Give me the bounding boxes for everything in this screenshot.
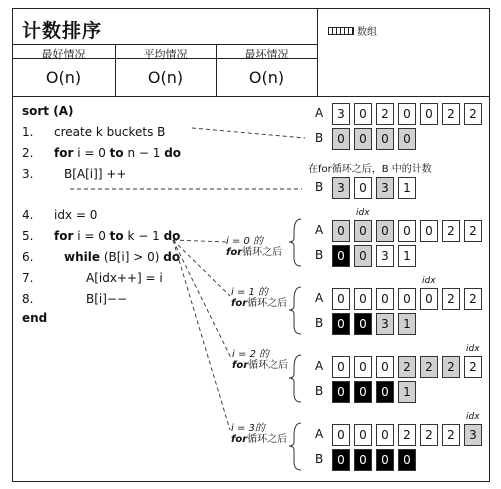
counted-bucket-b-cell: 3	[332, 177, 350, 199]
iteration-array-a-cell: 0	[354, 356, 372, 378]
page-title: 计数排序	[22, 20, 103, 42]
iteration-array-a-cell: 2	[464, 288, 482, 310]
iteration-bucket-b-cell: 0	[332, 449, 350, 471]
code-text: n − 1	[123, 146, 165, 160]
initial-bucket-b-cell: 0	[398, 128, 416, 150]
iteration-var-text: i = 0 的	[226, 236, 264, 247]
iteration-var	[231, 423, 287, 434]
average-case-header: 平均情况	[143, 48, 188, 61]
iteration-bucket-b-label: B	[315, 452, 324, 466]
iteration-var-text: i = 3的	[231, 423, 265, 434]
initial-array-a-cell: 0	[354, 103, 372, 125]
initial-array-a-cell: 2	[376, 103, 394, 125]
iteration-array-a-cell: 2	[442, 220, 460, 242]
connector-line-1	[192, 128, 305, 138]
connector-line-iter2	[173, 240, 231, 358]
iteration-array-a-label: A	[315, 223, 324, 237]
idx-marker: idx	[422, 276, 436, 286]
iteration-array-a-cell: 2	[398, 424, 416, 446]
code-text: i = 0	[73, 146, 110, 160]
iteration-array-a-cell: 0	[420, 220, 438, 242]
iteration-array-a-cell: 0	[332, 424, 350, 446]
code-keyword: to	[109, 146, 124, 160]
iteration-note	[231, 423, 287, 445]
best-case-header: 最好情况	[41, 48, 86, 61]
iteration-array-a-cell: 0	[354, 220, 372, 242]
counted-bucket-b-label: B	[315, 180, 324, 194]
iteration-array-a-cell: 0	[354, 288, 372, 310]
after-for-note: 在for循环之后，B 中的计数	[308, 164, 432, 175]
iteration-array-a-cell: 2	[420, 424, 438, 446]
counted-bucket-b-cell: 3	[376, 177, 394, 199]
idx-marker: idx	[356, 208, 370, 218]
code-keyword: to	[109, 229, 124, 243]
iteration-suffix	[226, 247, 282, 258]
iteration-array-a-cell: 0	[398, 220, 416, 242]
iteration-var	[232, 349, 288, 360]
iteration-array-a-cell: 0	[376, 356, 394, 378]
best-case-value: O(n)	[45, 68, 82, 87]
iteration-bucket-b-cell: 3	[376, 245, 394, 267]
iteration-array-a-cell: 2	[398, 356, 416, 378]
iteration-suffix-text: 循环之后	[242, 247, 283, 258]
iteration-array-a-label: A	[315, 291, 324, 305]
code-keyword: for	[54, 229, 74, 243]
iteration-suffix	[231, 434, 287, 445]
initial-bucket-b-label: B	[315, 131, 324, 145]
iteration-note	[232, 349, 288, 371]
iteration-bucket-b-cell: 0	[354, 313, 372, 335]
initial-array-a-cell: 2	[464, 103, 482, 125]
iteration-bucket-b-cell: 0	[354, 381, 372, 403]
code-text: k − 1	[123, 229, 164, 243]
iteration-array-a-cell: 0	[376, 220, 394, 242]
initial-array-a-cell: 0	[398, 103, 416, 125]
idx-marker: idx	[466, 412, 480, 422]
brace-iter2	[289, 355, 301, 402]
iteration-bucket-b-label: B	[315, 384, 324, 398]
iteration-var	[231, 287, 287, 298]
worst-case-value: O(n)	[248, 68, 285, 87]
line-number: 3.	[22, 167, 34, 181]
initial-array-a-cell: 2	[442, 103, 460, 125]
code-keyword: for	[54, 146, 74, 160]
code-text: A[idx++] = i	[86, 271, 163, 285]
code-keyword: do	[163, 229, 181, 243]
initial-bucket-b-cell: 0	[332, 128, 350, 150]
counted-bucket-b-cell: 1	[398, 177, 416, 199]
for-keyword: for	[226, 247, 243, 258]
iteration-suffix-text: 循环之后	[247, 298, 288, 309]
connector-line-iter3	[173, 240, 230, 430]
line-number: 8.	[22, 292, 34, 306]
code-keyword: while	[64, 250, 100, 264]
iteration-suffix	[231, 298, 287, 309]
code-text: B[i]−−	[86, 292, 128, 306]
line-number: 5.	[22, 229, 34, 243]
iteration-array-a-label: A	[315, 427, 324, 441]
code-text: i = 0	[73, 229, 110, 243]
iteration-var	[226, 236, 282, 247]
end-keyword: end	[22, 311, 48, 325]
idx-marker: idx	[466, 344, 480, 354]
line-number: 6.	[22, 250, 34, 264]
for-keyword: for	[231, 434, 248, 445]
iteration-suffix-text: 循环之后	[247, 434, 288, 445]
iteration-bucket-b-cell: 1	[398, 313, 416, 335]
code-keyword: do	[164, 146, 182, 160]
line-number: 7.	[22, 271, 34, 285]
iteration-note	[226, 236, 282, 258]
counted-bucket-b-cell: 0	[354, 177, 372, 199]
code-text: B[A[i]] ++	[64, 167, 127, 181]
initial-array-a-cell: 3	[332, 103, 350, 125]
iteration-array-a-cell: 2	[464, 220, 482, 242]
iteration-array-a-cell: 0	[332, 288, 350, 310]
worst-case-header: 最坏情况	[244, 48, 289, 61]
iteration-array-a-cell: 0	[354, 424, 372, 446]
brace-iter3	[289, 423, 301, 470]
iteration-bucket-b-label: B	[315, 316, 324, 330]
iteration-array-a-cell: 0	[332, 356, 350, 378]
average-case-value: O(n)	[147, 68, 184, 87]
line-number: 2.	[22, 146, 34, 160]
iteration-note	[231, 287, 287, 309]
iteration-array-a-cell: 2	[442, 356, 460, 378]
initial-bucket-b-cell: 0	[354, 128, 372, 150]
iteration-array-a-cell: 0	[332, 220, 350, 242]
iteration-bucket-b-cell: 0	[354, 449, 372, 471]
iteration-bucket-b-cell: 0	[398, 449, 416, 471]
iteration-bucket-b-cell: 3	[376, 313, 394, 335]
iteration-array-a-label: A	[315, 359, 324, 373]
iteration-bucket-b-cell: 1	[398, 245, 416, 267]
iteration-bucket-b-cell: 0	[332, 381, 350, 403]
initial-array-a-cell: 0	[420, 103, 438, 125]
iteration-array-a-cell: 2	[442, 424, 460, 446]
brace-iter0	[289, 219, 301, 266]
iteration-array-a-cell: 2	[420, 356, 438, 378]
initial-array-a-label: A	[315, 106, 324, 120]
iteration-var-text: i = 2 的	[232, 349, 270, 360]
iteration-bucket-b-label: B	[315, 248, 324, 262]
iteration-array-a-cell: 3	[464, 424, 482, 446]
connector-line-iter0	[173, 240, 227, 242]
iteration-bucket-b-cell: 0	[376, 449, 394, 471]
line-number: 4.	[22, 208, 34, 222]
initial-bucket-b-cell: 0	[376, 128, 394, 150]
code-text: create k buckets B	[54, 125, 166, 139]
iteration-var-text: i = 1 的	[231, 287, 269, 298]
iteration-bucket-b-cell: 0	[332, 245, 350, 267]
brace-iter1	[289, 287, 301, 334]
sort-keyword: sort (A)	[22, 104, 74, 118]
code-keyword: do	[163, 250, 181, 264]
iteration-bucket-b-cell: 0	[354, 245, 372, 267]
iteration-bucket-b-cell: 0	[332, 313, 350, 335]
legend-label: 数组	[357, 27, 377, 38]
iteration-array-a-cell: 0	[398, 288, 416, 310]
iteration-bucket-b-cell: 1	[398, 381, 416, 403]
iteration-array-a-cell: 2	[464, 356, 482, 378]
for-keyword: for	[231, 298, 248, 309]
iteration-array-a-cell: 2	[442, 288, 460, 310]
iteration-array-a-cell: 0	[376, 288, 394, 310]
line-number: 1.	[22, 125, 34, 139]
for-keyword: for	[232, 360, 249, 371]
iteration-suffix-text: 循环之后	[248, 360, 289, 371]
code-text: (B[i] > 0)	[100, 250, 164, 264]
iteration-bucket-b-cell: 0	[376, 381, 394, 403]
code-text: idx = 0	[54, 208, 98, 222]
iteration-array-a-cell: 0	[420, 288, 438, 310]
iteration-array-a-cell: 0	[376, 424, 394, 446]
iteration-suffix	[232, 360, 288, 371]
